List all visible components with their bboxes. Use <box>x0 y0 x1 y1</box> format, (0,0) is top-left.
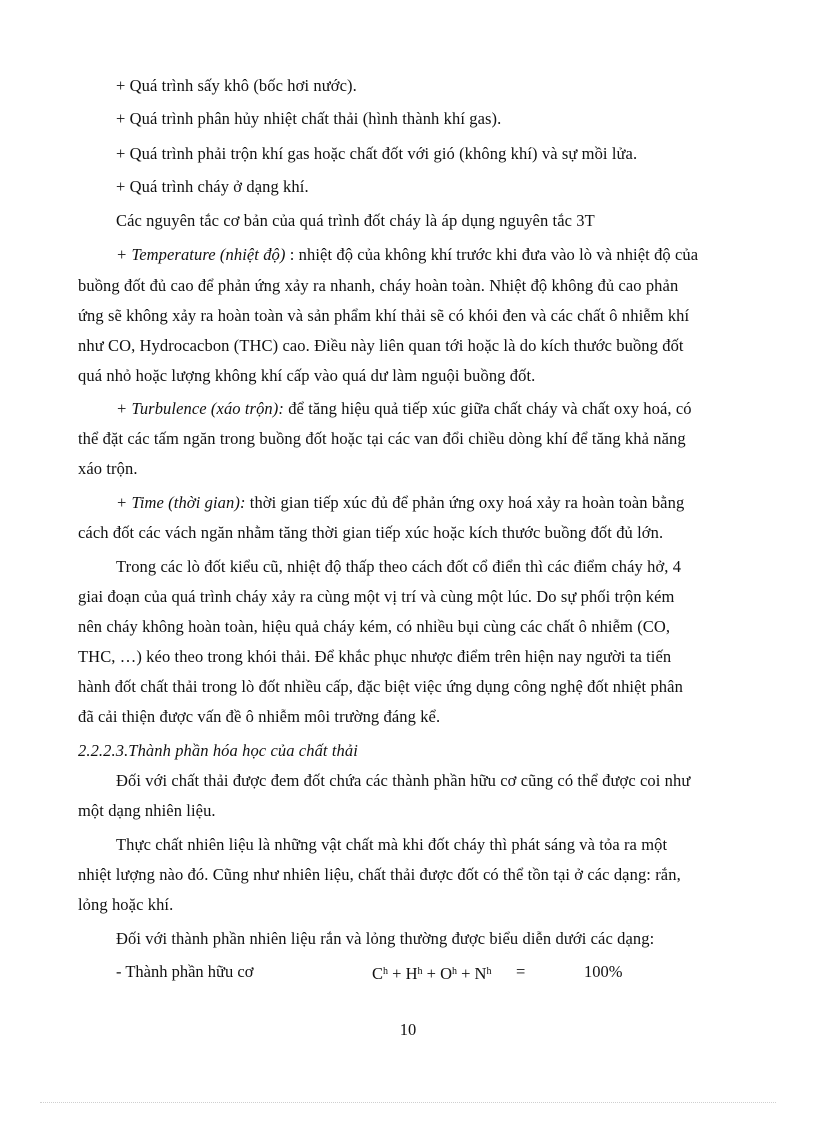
turbulence-line-2: thể đặt các tấm ngăn trong buồng đốt hoặc tại các van đổi chiều dòng khí để tăng khả năng <box>78 429 686 448</box>
time-line-2: cách đốt các vách ngăn nhằm tăng thời gian tiếp xúc hoặc kích thước buồng đốt đủ lớn. <box>78 523 664 542</box>
formula-value: 100% <box>584 962 623 981</box>
old-furnace-line-3: nên cháy không hoàn toàn, hiệu quả cháy kém, có nhiều bụi cùng các chất ô nhiễm (CO, <box>78 617 671 636</box>
temperature-line-3: ứng sẽ không xảy ra hoàn toàn và sản phẩm khí thải sẽ có khói đen và các chất ô nhiễm khí <box>78 306 690 325</box>
turbulence-line-3: xáo trộn. <box>78 459 138 478</box>
principles-3t: Các nguyên tắc cơ bản của quá trình đốt cháy là áp dụng nguyên tắc 3T <box>116 211 595 230</box>
turbulence-text: để tăng hiệu quả tiếp xúc giữa chất cháy và chất oxy hoá, có <box>283 399 692 418</box>
step-decomposition: + Quá trình phân hủy nhiệt chất thải (hình thành khí gas). <box>116 109 502 128</box>
temperature-term: + Temperature (nhiệt độ) <box>116 245 286 264</box>
time-line-1 <box>116 493 738 513</box>
old-furnace-line-2: giai đoạn của quá trình cháy xảy ra cùng một vị trí và cùng một lúc. Do sự phối trộn kém <box>78 587 675 606</box>
solid-liquid-line: Đối với thành phần nhiên liệu rắn và lỏng thường được biểu diễn dưới các dạng: <box>116 929 655 948</box>
old-furnace-line-1: Trong các lò đốt kiểu cũ, nhiệt độ thấp theo cách đốt cổ điển thì các điểm cháy hở, 4 <box>116 557 682 576</box>
old-furnace-line-5: hành đốt chất thải trong lò đốt nhiều cấp, đặc biệt việc ứng dụng công nghệ đốt nhiệt phân <box>78 677 683 696</box>
temperature-line-1 <box>116 245 738 265</box>
turbulence-line-1 <box>116 399 738 419</box>
temperature-line-5: quá nhỏ hoặc lượng không khí cấp vào quá dư làm nguội buồng đốt. <box>78 366 536 385</box>
time-term: + Time (thời gian): <box>116 493 246 512</box>
temperature-line-2: buồng đốt đủ cao để phản ứng xảy ra nhanh, cháy hoàn toàn. Nhiệt độ không đủ cao phản <box>78 276 679 295</box>
formula-label: - Thành phần hữu cơ <box>116 962 254 981</box>
page-number: 10 <box>399 1020 417 1039</box>
organic-line-1: Đối với chất thải được đem đốt chứa các thành phần hữu cơ cũng có thể được coi như <box>116 771 691 790</box>
section-heading: 2.2.2.3.Thành phần hóa học của chất thải <box>78 741 358 760</box>
old-furnace-line-4: THC, …) kéo theo trong khói thải. Để khắc phục nhược điểm trên hiện nay người ta tiến <box>78 647 672 666</box>
step-gas-burning: + Quá trình cháy ở dạng khí. <box>116 177 309 196</box>
formula-equals: = <box>516 962 526 981</box>
page-bottom-rule <box>40 1102 776 1103</box>
essence-line-2: nhiệt lượng nào đó. Cũng như nhiên liệu, chất thải được đốt có thể tồn tại ở các dạng: rắn, <box>78 865 681 884</box>
turbulence-term: + Turbulence (xáo trộn): <box>116 399 284 418</box>
temperature-text: : nhiệt độ của không khí trước khi đưa vào lò và nhiệt độ của <box>285 245 699 264</box>
time-text: thời gian tiếp xúc đủ để phản ứng oxy hoá xảy ra hoàn toàn bằng <box>245 493 685 512</box>
essence-line-1: Thực chất nhiên liệu là những vật chất mà khi đốt cháy thì phát sáng và tỏa ra một <box>116 835 668 854</box>
essence-line-3: lỏng hoặc khí. <box>78 895 174 914</box>
temperature-line-4: như CO, Hydrocacbon (THC) cao. Điều này liên quan tới hoặc là do kích thước buồng đốt <box>78 336 684 355</box>
old-furnace-line-6: đã cải thiện được vấn đề ô nhiễm môi trường đáng kể. <box>78 707 441 726</box>
step-mixing: + Quá trình phải trộn khí gas hoặc chất đốt với gió (không khí) và sự mồi lửa. <box>116 144 638 163</box>
organic-line-2: một dạng nhiên liệu. <box>78 801 216 820</box>
step-drying: + Quá trình sấy khô (bốc hơi nước). <box>116 76 357 95</box>
formula-expression: $C^h + H^h + O^h + N^h$ <box>372 964 492 983</box>
